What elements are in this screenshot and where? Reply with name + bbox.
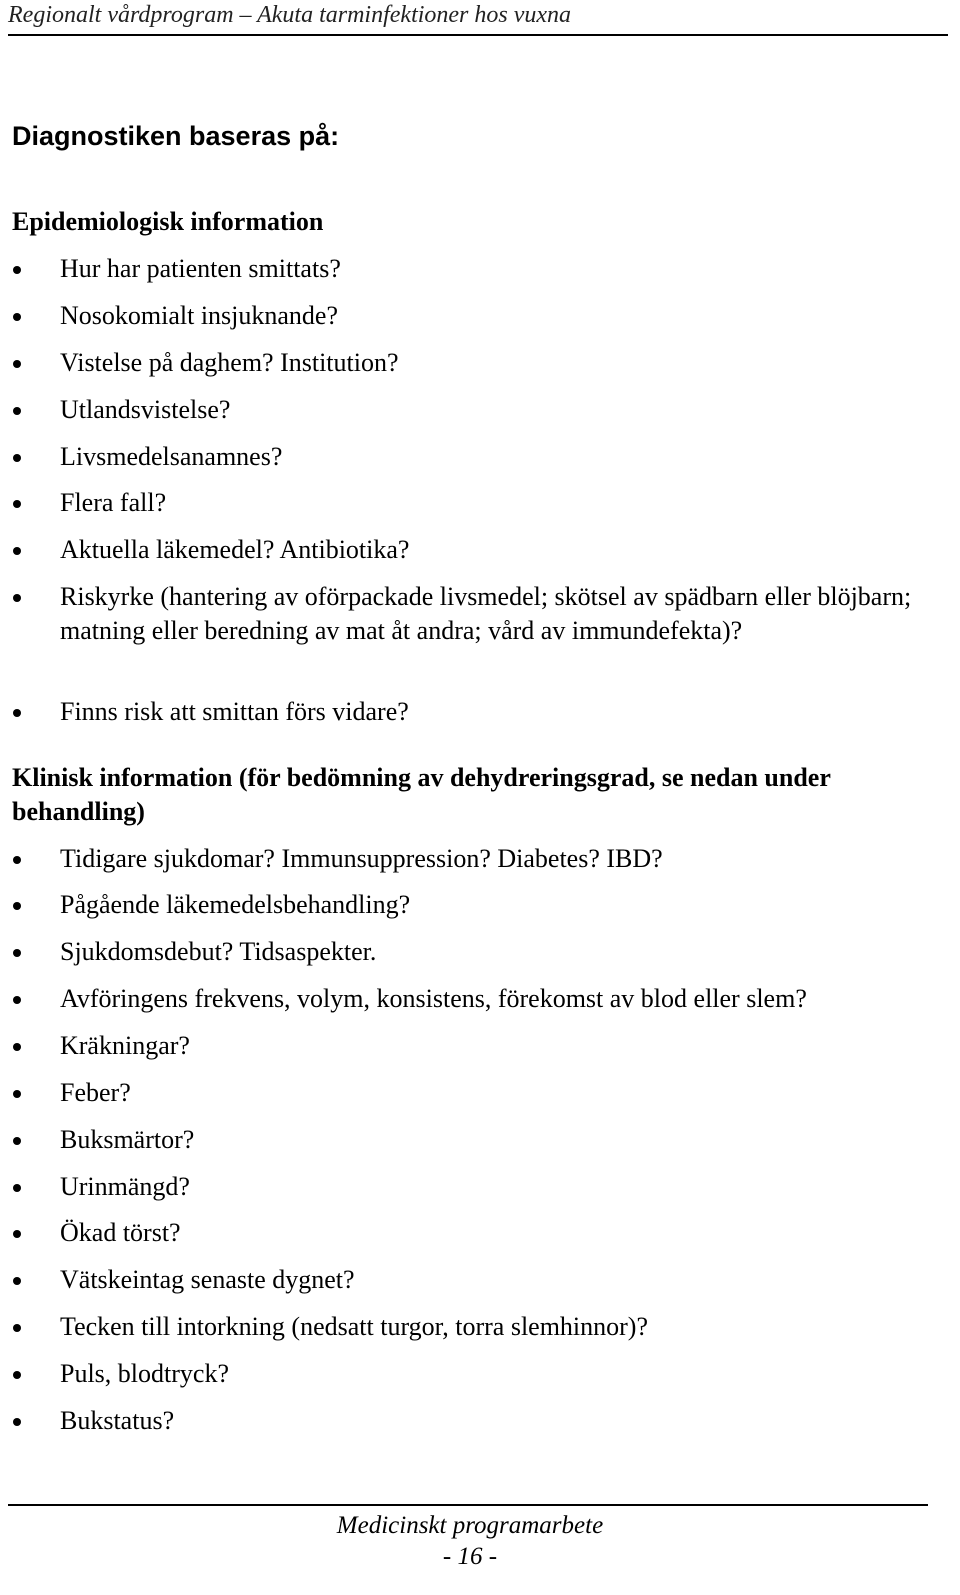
footer-label: Medicinskt programarbete (336, 1512, 604, 1539)
page-heading: Diagnostiken baseras på: (12, 121, 340, 151)
bullet-icon (13, 1371, 21, 1379)
bullet-icon (13, 1277, 21, 1285)
running-header-title: Regionalt vårdprogram – Akuta tarminfektioner hos vuxna (8, 2, 572, 28)
list-item-text: Sjukdomsdebut? Tidsaspekter. (60, 937, 377, 966)
list-item-text: Buksmärtor? (60, 1125, 195, 1154)
bullet-icon (13, 1324, 21, 1332)
bullet-icon (13, 1418, 21, 1426)
bullet-icon (13, 1230, 21, 1238)
bullet-icon (13, 949, 21, 957)
bullet-icon (13, 407, 21, 415)
list-item-text: Avföringens frekvens, volym, konsistens, förekomst av blod eller slem? (60, 984, 807, 1013)
list-item-text: Aktuella läkemedel? Antibiotika? (60, 535, 410, 564)
list-item-text: Tecken till intorkning (nedsatt turgor, torra slemhinnor)? (60, 1312, 649, 1341)
running-header (8, 0, 948, 36)
list-item-text: Vätskeintag senaste dygnet? (60, 1265, 355, 1294)
list-item-text: Hur har patienten smittats? (60, 254, 341, 283)
section-heading-epidemiology: Epidemiologisk information (12, 207, 324, 236)
bullet-icon (13, 313, 21, 321)
bullet-icon (13, 1090, 21, 1098)
bullet-icon (13, 1043, 21, 1051)
bullet-icon (13, 500, 21, 508)
page-number: - 16 - (442, 1543, 498, 1570)
list-item-text: Nosokomialt insjuknande? (60, 301, 339, 330)
bullet-icon (13, 856, 21, 864)
list-item-text: Flera fall? (60, 488, 167, 517)
list-item-text: Utlandsvistelse? (60, 395, 231, 424)
bullet-icon (13, 266, 21, 274)
list-item-text: Vistelse på daghem? Institution? (60, 348, 399, 377)
list-item-text: Livsmedelsanamnes? (60, 442, 283, 471)
section-heading-clinical: Klinisk information (för bedömning av dehydreringsgrad, se nedan under behandling) (12, 763, 831, 826)
bullet-icon (13, 454, 21, 462)
list-item-text: Ökad törst? (60, 1218, 181, 1247)
list-item-text: Feber? (60, 1078, 131, 1107)
bullet-icon (13, 360, 21, 368)
list-item-text: Kräkningar? (60, 1031, 190, 1060)
list-item-text: Pågående läkemedelsbehandling? (60, 890, 411, 919)
list-item-text: Urinmängd? (60, 1172, 190, 1201)
bullet-icon (13, 594, 21, 602)
bullet-icon (13, 547, 21, 555)
list-item-text: Tidigare sjukdomar? Immunsuppression? Diabetes? IBD? (60, 844, 663, 873)
list-item-text: Riskyrke (hantering av oförpackade livsmedel; skötsel av spädbarn eller blöjbarn; matning eller beredning av mat åt andra; vård av immundefekta)? (60, 582, 912, 645)
list-item-text: Bukstatus? (60, 1406, 175, 1435)
list-item-text: Puls, blodtryck? (60, 1359, 229, 1388)
bullet-icon (13, 1137, 21, 1145)
bullet-icon (13, 709, 21, 717)
bullet-icon (13, 1184, 21, 1192)
list-item-text: Finns risk att smittan förs vidare? (60, 697, 409, 726)
bullet-icon (13, 902, 21, 910)
footer-divider (8, 1504, 928, 1506)
bullet-icon (13, 996, 21, 1004)
